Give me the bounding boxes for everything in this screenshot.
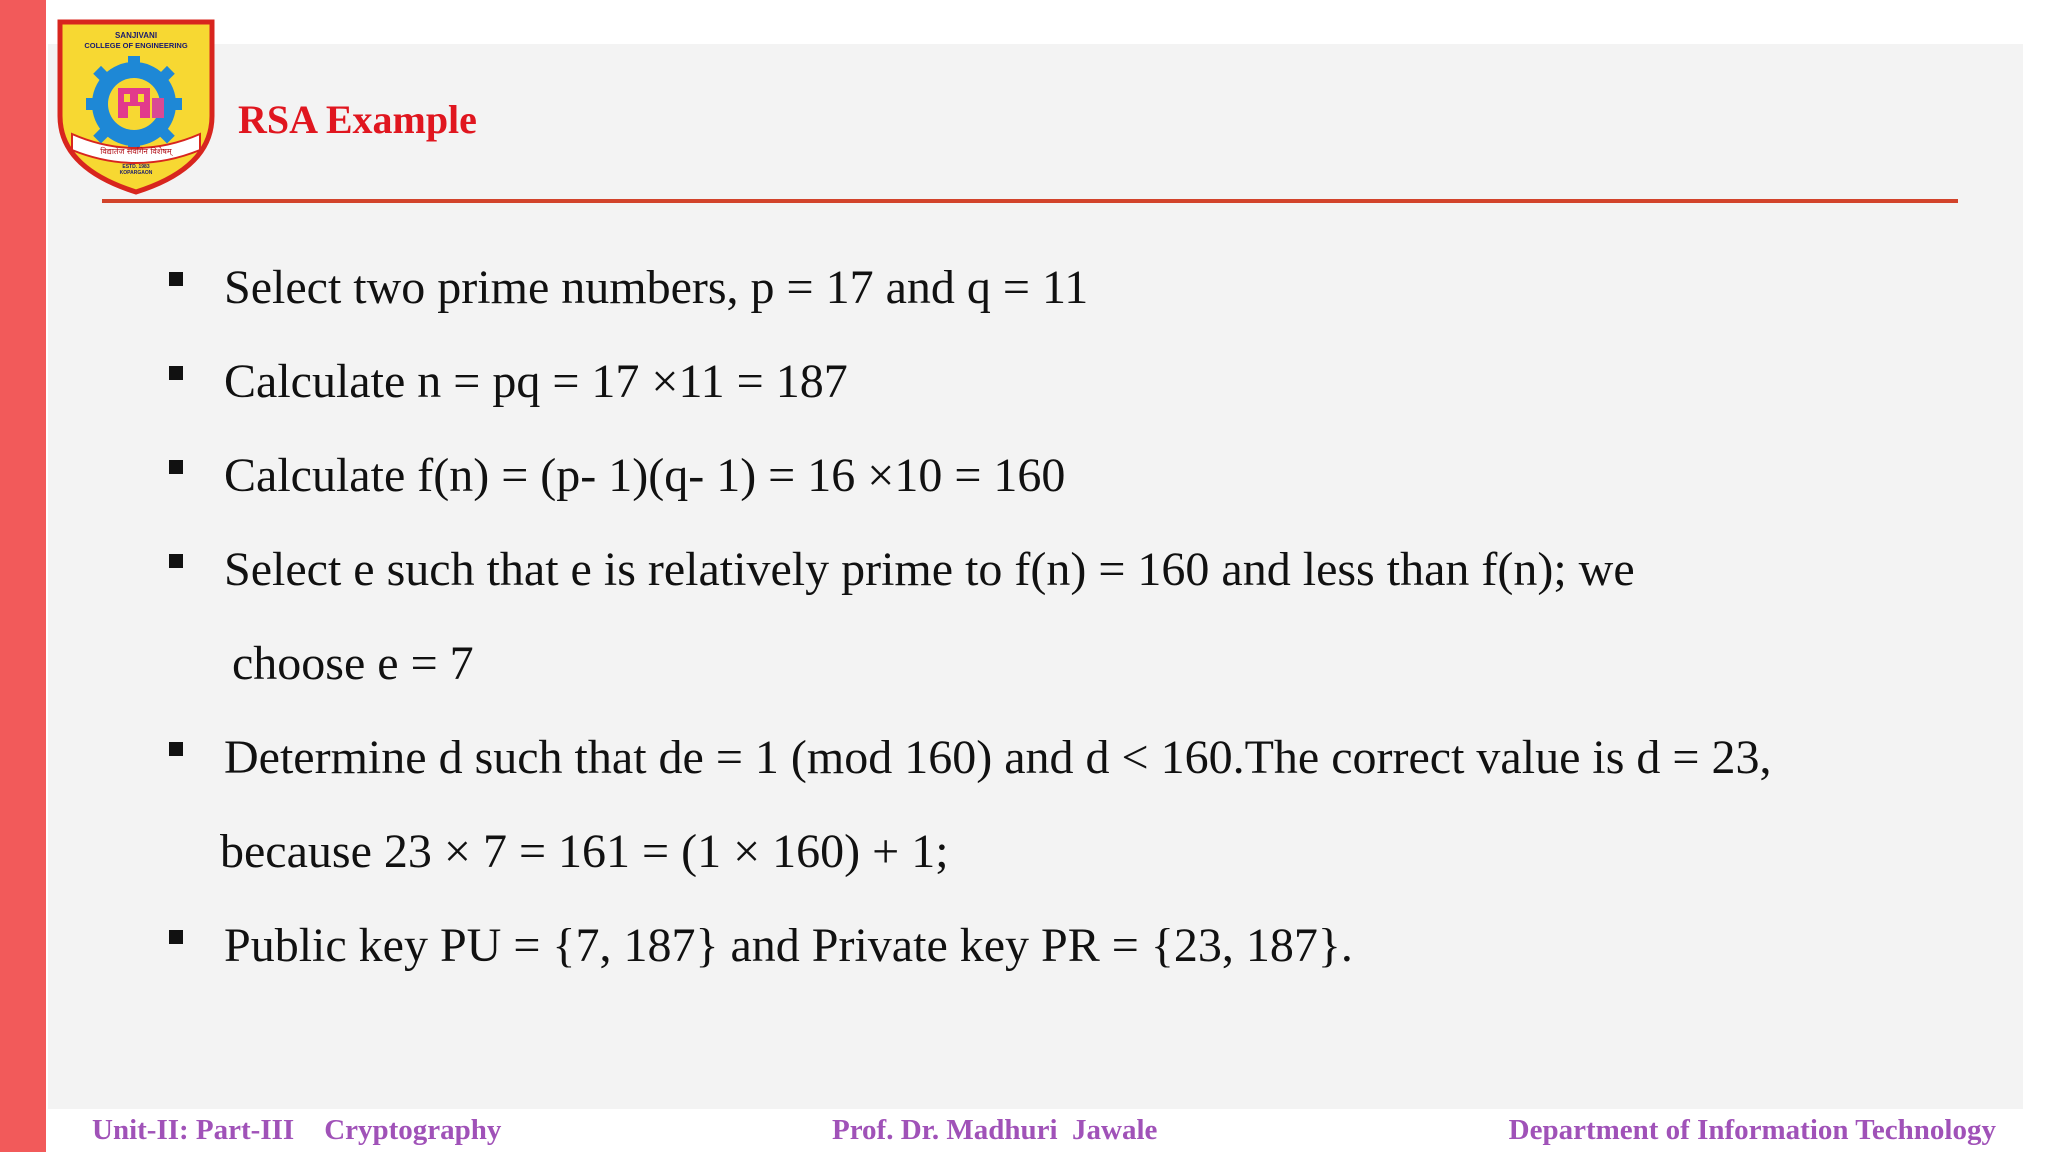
footer-unit [92, 1112, 501, 1148]
gear-icon [86, 56, 182, 152]
svg-text:SANJIVANI: SANJIVANI [114, 31, 158, 40]
bullet-text: Calculate f(n) = (p- 1)(q- 1) = 16 ×10 = 160 [224, 449, 1066, 502]
college-logo [54, 16, 218, 196]
svg-text:COLLEGE OF ENGINEERING: COLLEGE OF ENGINEERING [84, 41, 188, 50]
bullet-text-continuation: because 23 × 7 = 161 = (1 × 160) + 1; [220, 825, 949, 878]
slide-background [48, 44, 2023, 1109]
svg-text:ESTD. 1983: ESTD. 1983 [122, 164, 150, 170]
footer-subject: Cryptography [324, 1114, 502, 1146]
top-strip [48, 0, 2048, 44]
left-accent-bar [0, 0, 46, 1152]
bullet-text: Calculate n = pq = 17 ×11 = 187 [224, 355, 848, 408]
bullet-text: Public key PU = {7, 187} and Private key PR = {23, 187}. [224, 919, 1353, 972]
bullet-text: Select two prime numbers, p = 17 and q = 11 [224, 261, 1089, 314]
svg-text:विद्यातेज सर्वांगेन विशेषम्: विद्यातेज सर्वांगेन विशेषम् [100, 147, 172, 156]
footer-department: Department of Information Technology [1508, 1114, 1996, 1146]
bullet-text: Select e such that e is relatively prime to f(n) = 160 and less than f(n); we [224, 543, 1635, 596]
bullet-text-continuation: choose e = 7 [232, 637, 474, 690]
footer-author: Prof. Dr. Madhuri Jawale [832, 1114, 1158, 1146]
svg-text:KOPARGAON: KOPARGAON [119, 170, 153, 176]
bullet-text: Determine d such that de = 1 (mod 160) and d < 160.The correct value is d = 23, [224, 731, 1772, 784]
title-divider [102, 199, 1958, 203]
slide-title: RSA Example [238, 97, 477, 142]
footer-unit-label: Unit-II: Part-III [92, 1114, 295, 1146]
